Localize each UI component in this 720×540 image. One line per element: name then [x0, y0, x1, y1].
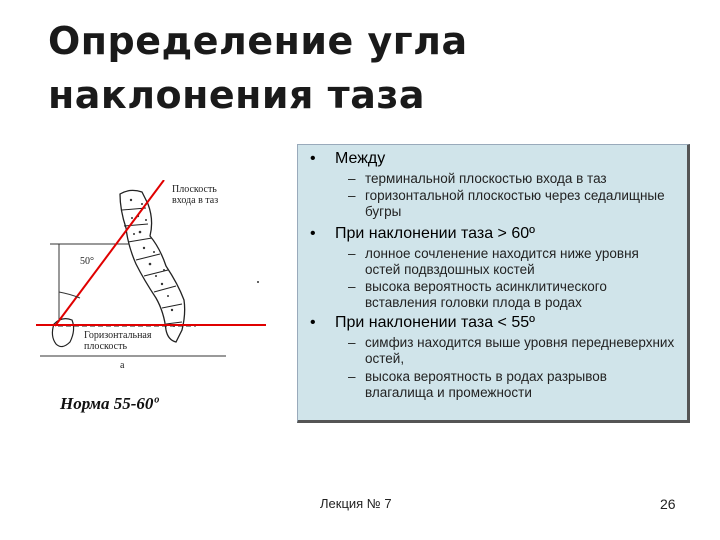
- dash-marker: –: [348, 188, 356, 203]
- label-plane-entry: [172, 184, 218, 206]
- label-horizontal-plane: [84, 330, 151, 352]
- dash-marker: –: [348, 335, 356, 350]
- dash-marker: –: [348, 369, 356, 384]
- slide-title: [48, 14, 648, 122]
- bullet-marker: •: [310, 150, 316, 167]
- bullet-1-sub-1-text: терминальной плоскостью входа в таз: [365, 171, 607, 186]
- dash-marker: –: [348, 279, 356, 294]
- figure-caption: Норма 55-60º: [60, 394, 159, 413]
- sacrum-shape: [120, 190, 185, 342]
- label-horizontal-line-2: плоскость: [84, 341, 127, 352]
- label-plane-entry-line-1: Плоскость: [172, 184, 217, 195]
- bullet-2-sub-1-text: лонное сочленение находится ниже уровня остей подвздошных костей: [365, 246, 639, 277]
- angle-arc: [59, 292, 80, 298]
- page-number: 26: [660, 496, 676, 512]
- stray-dot: [257, 281, 259, 283]
- bullet-2-sub-2-text: высока вероятность асинклитического вставления головки плода в родах: [365, 279, 607, 310]
- bullet-3-sub-2-text: высока вероятность в родах разрывов влагалища и промежности: [365, 369, 607, 400]
- dash-marker: –: [348, 171, 356, 186]
- bullet-3-sub-1-text: симфиз находится выше уровня передневерхних остей,: [365, 335, 675, 366]
- pelvis-diagram: [36, 180, 272, 380]
- bullet-2-text: При наклонении таза > 60º: [335, 225, 535, 242]
- label-horizontal-line-1: Горизонтальная: [84, 330, 152, 341]
- title-line-1: Определение угла: [48, 19, 468, 63]
- label-angle: 50°: [80, 256, 94, 267]
- pubic-symphysis: [52, 319, 73, 347]
- footer-lecture: Лекция № 7: [320, 496, 392, 511]
- title-line-2: наклонения таза: [48, 73, 426, 117]
- text-panel: [297, 144, 690, 423]
- bullet-1-sub-2-text: горизонтальной плоскостью через седалищные бугры: [365, 188, 665, 219]
- pelvis-diagram-svg: [36, 180, 272, 380]
- dash-marker: –: [348, 246, 356, 261]
- bullet-marker: •: [310, 314, 316, 331]
- label-plane-entry-line-2: входа в таз: [172, 195, 219, 206]
- bullet-marker: •: [310, 225, 316, 242]
- bullet-1-text: Между: [335, 150, 386, 167]
- label-a: а: [120, 360, 125, 371]
- bullet-3-text: При наклонении таза < 55º: [335, 314, 535, 331]
